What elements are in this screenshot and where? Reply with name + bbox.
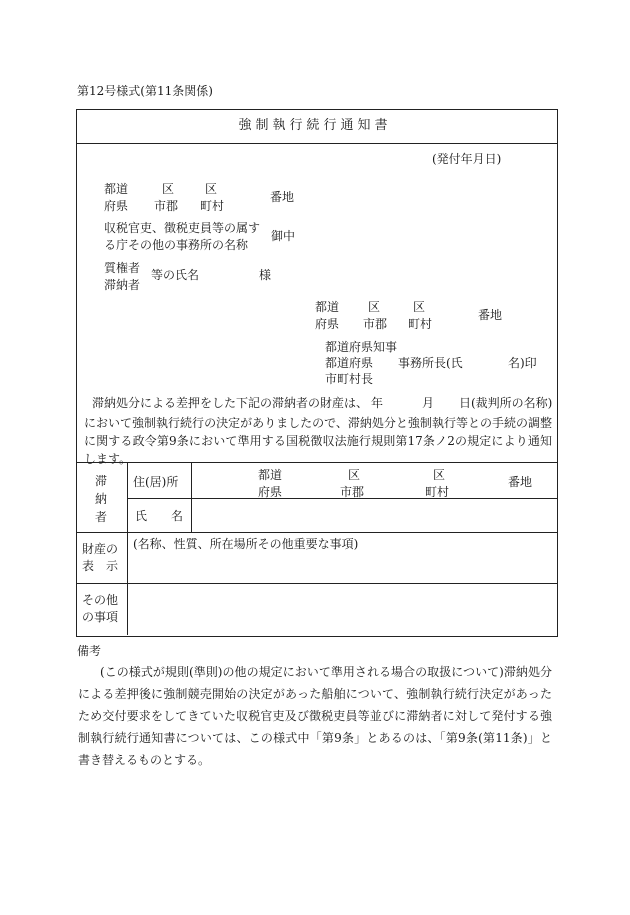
delinquent-divider — [76, 532, 557, 533]
recipient-shigun: 区 市郡 — [154, 182, 179, 213]
property-divider — [76, 583, 557, 584]
remarks-text: (この様式が規則(準則)の他の規定において準用される場合の取扱について)滞納処分による差押後に強制競売開始の決定があった船舶について、強制執行続行決定があったため交付要求をしてきていた収税官吏及び徴税吏員等並びに滞納者に対して発付する強制執行続行通知書については、この様式中「第9条」とあるのは、「第9条(第11条)」と書き替えるものとする。 — [78, 665, 552, 767]
recipient-chouson: 区 町村 — [200, 182, 225, 213]
table-todofuken: 都道 府県 — [258, 468, 283, 499]
property-label: 財産の 表 示 — [82, 542, 119, 573]
body-year: 年 — [371, 396, 384, 410]
table-banchi: 番地 — [508, 475, 533, 489]
sender-todofuken: 都道 府県 — [315, 300, 340, 331]
recipient-sama: 様 — [259, 268, 272, 282]
recipient-banchi: 番地 — [270, 190, 295, 204]
sublabel-column-line — [191, 462, 192, 532]
sender-governor: 都道府県知事 — [325, 340, 398, 354]
property-hint: (名称、性質、所在場所その他重要な事項) — [133, 537, 359, 551]
other-label: その他 の事項 — [82, 593, 119, 624]
form-frame — [76, 109, 558, 637]
issue-date: (発付年月日) — [432, 152, 502, 166]
recipient-office-name: 収税官吏、徴税吏員等の属す る庁その他の事務所の名称 — [104, 221, 261, 252]
sender-prefecture: 都道府県 — [325, 356, 374, 370]
document-title: 強制執行続行通知書 — [238, 118, 392, 133]
sender-chouson: 区 町村 — [408, 300, 433, 331]
sender-shigun: 区 市郡 — [363, 300, 388, 331]
label-column-line — [127, 462, 128, 635]
recipient-onchu: 御中 — [271, 229, 296, 243]
form-number: 第12号様式(第11条関係) — [77, 84, 213, 98]
body-line-1: 滞納処分による差押をした下記の滞納者の財産は、 — [92, 396, 369, 410]
body-month: 月 — [422, 396, 435, 410]
address-label: 住(居)所 — [133, 475, 179, 489]
table-chouson: 区 町村 — [425, 468, 450, 499]
delinquent-label: 滞 納 者 — [95, 474, 108, 524]
table-shigun: 区 市郡 — [340, 468, 365, 499]
body-day-court: 日(裁判所の名称) — [459, 396, 553, 410]
title-divider — [76, 143, 557, 144]
recipient-holder-type: 質権者 滞納者 — [104, 261, 141, 292]
body-text: において強制執行続行の決定がありましたので、滞納処分と強制執行等との手続の調整に関する政令第9条において準用する国税徴収法施行規則第17条ノ2の規定により通知します。 — [84, 416, 552, 466]
recipient-todofuken: 都道 府県 — [104, 182, 129, 213]
sender-office-head: 事務所長(氏 — [398, 356, 463, 370]
name-label: 氏 名 — [135, 509, 184, 523]
remarks-heading: 備考 — [77, 644, 102, 658]
sender-mayor: 市町村長 — [325, 372, 374, 386]
sender-banchi: 番地 — [478, 308, 503, 322]
recipient-holder-suffix: 等の氏名 — [151, 268, 200, 282]
sender-seal: 名)印 — [508, 356, 537, 370]
